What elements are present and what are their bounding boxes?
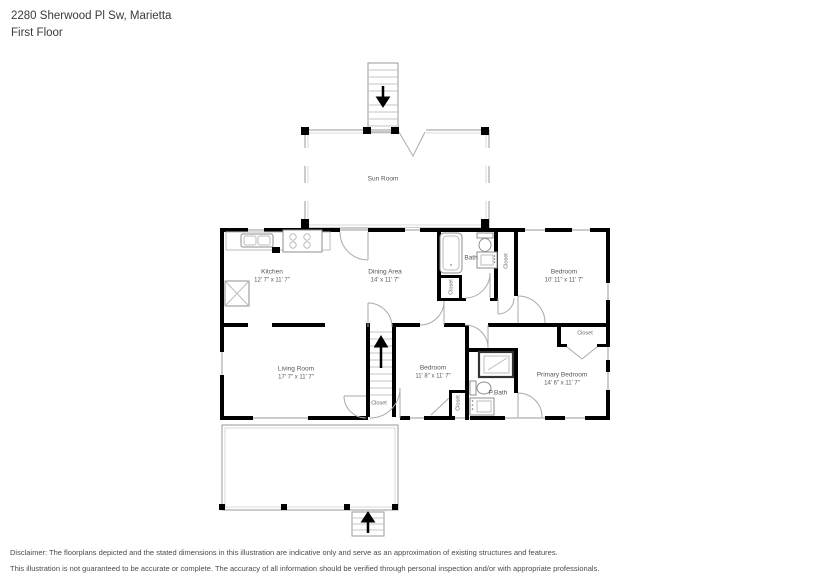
living-room-dims: 17' 7" x 11' 7" (278, 374, 314, 381)
dining-area-label: Dining Area (368, 268, 402, 276)
disclaimer-line-1: Disclaimer: The floorplans depicted and the stated dimensions in this illustration are indicative only and serve as an approximation of existing structures and features. (10, 548, 558, 557)
primary-vanity (470, 398, 494, 415)
primary-bedroom-dims: 14' 6" x 11' 7" (544, 380, 580, 387)
primary-bedroom-label: Primary Bedroom (536, 371, 588, 379)
bathtub (440, 233, 462, 273)
entry-steps (352, 512, 384, 536)
stairs-up-arrow (375, 336, 388, 368)
bath-label: Bath (464, 254, 478, 262)
stairs-door (368, 303, 392, 327)
bath-vanity (477, 252, 497, 268)
interior-walls (220, 232, 610, 420)
kitchen-sink (241, 234, 273, 247)
sun-room-entry-door (399, 132, 425, 156)
bedroom-mid-closet-door (431, 398, 449, 415)
disclaimer-line-2: This illustration is not guaranteed to be accurate or complete. The accuracy of all information should be verified through personal inspection and/or with appropriate professionals. (10, 563, 600, 573)
stove (283, 230, 322, 252)
bedroom-top-dims: 10' 11" x 11' 7" (544, 277, 584, 284)
primary-bath-fixtures (470, 352, 513, 415)
stairs-down-arrow (377, 86, 390, 107)
dining-sunroom-door (340, 232, 368, 260)
primary-bath-label: P.Bath (488, 389, 508, 397)
floor-label: First Floor (11, 27, 63, 39)
hall-closet-label: Closet (503, 253, 510, 269)
bedroom-mid-closet-label: Closet (455, 395, 462, 411)
bedroom-top-door (518, 296, 545, 323)
disclaimer (10, 545, 599, 576)
primary-bath-door (518, 393, 542, 417)
shower (479, 352, 513, 377)
porch (219, 425, 398, 510)
primary-closet-label: Closet (577, 330, 593, 337)
toilet (477, 233, 493, 252)
main-stairs (370, 332, 392, 395)
primary-closet-bifold-door (567, 347, 597, 359)
bedroom-mid-door (420, 301, 444, 325)
bedroom-top-label: Bedroom (550, 268, 578, 276)
hall-closet-door (498, 298, 514, 314)
bath-hall-closet-label: Closet (448, 279, 455, 295)
top-stairs (368, 63, 398, 132)
sun-room-label: Sun Room (367, 175, 399, 183)
kitchen-fixtures (226, 230, 330, 253)
chimney (225, 281, 249, 306)
counter-post (272, 247, 280, 253)
bath-fixtures (440, 233, 497, 273)
living-room-label: Living Room (277, 365, 315, 373)
address-title: 2280 Sherwood Pl Sw, Marietta (11, 10, 172, 22)
kitchen-dims: 12' 7" x 11' 7" (254, 277, 290, 284)
bedroom-mid-dims: 11' 8" x 11' 7" (415, 373, 451, 380)
dining-area-dims: 14' x 11' 7" (370, 277, 400, 284)
under-stairs-closet-label: Closet (371, 400, 387, 407)
bedroom-mid-label: Bedroom (419, 364, 447, 372)
under-stairs-closet-door (344, 396, 366, 418)
kitchen-label: Kitchen (261, 268, 283, 276)
bath-door (465, 273, 490, 298)
